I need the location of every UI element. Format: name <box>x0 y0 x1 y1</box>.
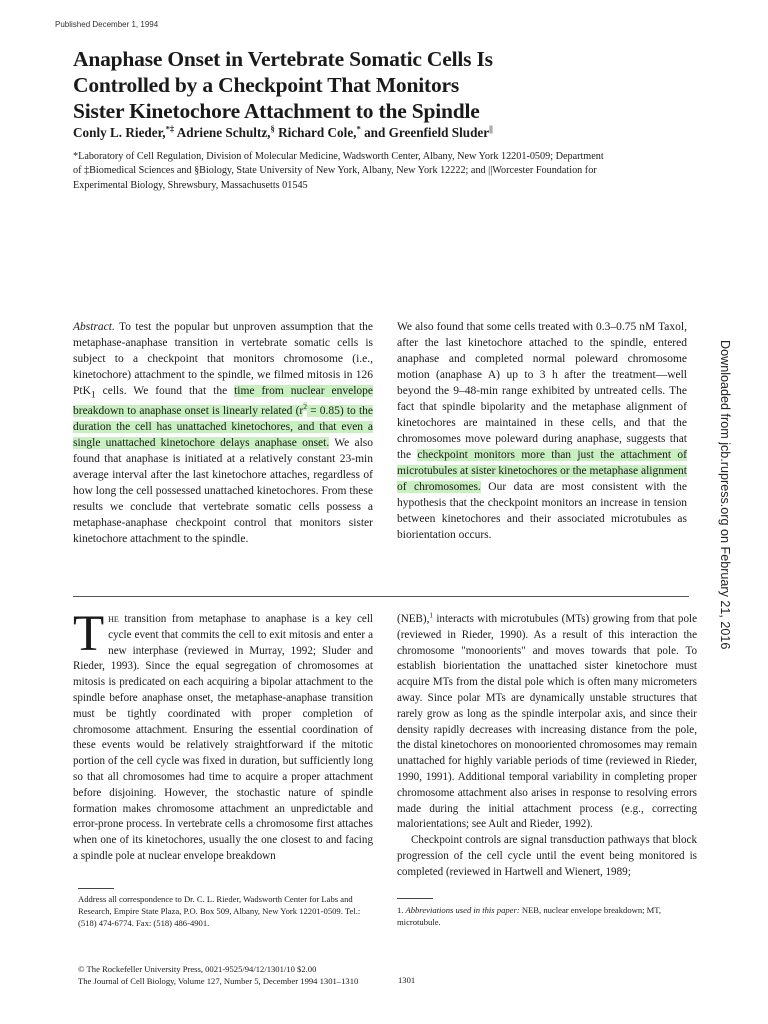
body-text: (NEB), <box>397 613 430 625</box>
author-4: and Greenfield Sluder <box>360 125 490 140</box>
footnote-italic: Abbreviations used in this paper: <box>403 905 520 915</box>
author-4-marks: || <box>489 123 493 134</box>
abstract-text: cells. We found that the <box>95 385 235 397</box>
abstract-text: To test the popular but unproven assumption that the metaphase-anaphase transition in vertebrate somatic cells is subject to a checkpoint that monitors chromosome (i.e., kinetochore) attachment to the spindle, we filmed mitosis in 126 PtK <box>73 321 373 397</box>
title-line-1: Anaphase Onset in Vertebrate Somatic Cells Is <box>73 47 493 71</box>
author-1: Conly L. Rieder, <box>73 125 166 140</box>
abstract-column-right <box>397 319 687 543</box>
body-paragraph: Checkpoint controls are signal transduction pathways that block progression of the cell cycle until the event being monitored is completed (reviewed in Hartwell and Wienert, 1989; <box>397 834 697 878</box>
author-list <box>73 125 493 141</box>
highlighted-text: time from nuclear envelope breakdown to anaphase onset is linearly related (r <box>73 385 373 418</box>
footnote-ref: 1 <box>429 611 433 620</box>
correspondence-footnote: Address all correspondence to Dr. C. L. Rieder, Wadsworth Center for Labs and Research, Empire State Plaza, P.O. Box 509, Albany, New York 12201-0509. Tel.: (518) 474-6774. Fax: (518) 486-4901. <box>78 894 361 928</box>
body-column-left <box>73 606 373 865</box>
abstract-label: Abstract. <box>73 321 115 333</box>
title-line-2: Controlled by a Checkpoint That Monitors <box>73 73 460 97</box>
footnote-rule <box>397 898 433 899</box>
r-squared-superscript: 2 <box>303 402 307 412</box>
abstract-column-left <box>73 319 373 547</box>
body-column-right <box>397 612 697 881</box>
ptk-subscript: 1 <box>90 389 96 401</box>
body-text: transition from metaphase to anaphase is a key cell cycle event that commits the cell to exit mitosis and enter a new interphase (reviewed in Murray, 1992; Sluder and Rieder, 1993). Since the equal segregation of chromosomes at mitosis is predicated on each acquiring a bipolar attachment to the spindle before anaphase onset, the metaphase-anaphase transition must be tightly coordinated with proper completion of chromosome attachment. Ensuring the essential coordination of these events would be relatively straightforward if the mitotic portion of the cell cycle was fixed in duration, but sufficiently long so that all chromosomes had time to acquire a proper attachment before disjoining. However, the stochastic nature of spindle formation makes chromosome attachment an unpredictable and error-prone process. In vertebrate cells a chromosome first attaches when one of its kinetochores, usually the one closest to and facing a spindle pole at nuclear envelope breakdown <box>73 613 373 862</box>
article-title <box>73 46 673 124</box>
body-text: interacts with microtubules (MTs) growing from that pole (reviewed in Rieder, 1990). As a result of this interaction the chromosome "monoorients" and moves towards that pole. To establish biorientation the unattached sister kinetochore must acquire MTs from the distal pole which is often many micrometers away. Since polar MTs are dynamically unstable structures that rarely grow as long as the spindle interpolar axis, and since their density rapidly decreases with increasing distance from the pole, the distal kinetochores on monooriented chromosomes may remain unattached for highly variable periods of time (reviewed in Rieder, 1990, 1991). Additional temporal variability in completing proper chromosome attachment also arises in response to resolving errors made during the initial attachment process (e.g., correcting malorientations; see Ault and Rieder, 1992). <box>397 613 697 831</box>
abstract-text: Our data are most consistent with the hypothesis that the checkpoint monitors an increase in tension between kinetochores and their associated microtubules as biorientation occurs. <box>397 481 687 541</box>
author-2: Adriene Schultz, <box>174 125 271 140</box>
section-divider <box>73 596 689 597</box>
lead-word: he <box>108 613 119 625</box>
page-number: 1301 <box>398 975 416 985</box>
affiliations <box>73 150 713 193</box>
abbreviations-footnote <box>397 904 697 928</box>
copyright-block <box>78 964 388 987</box>
affiliation-line-2: of ‡Biomedical Sciences and §Biology, State University of New York, Albany, New York 12222; and ||Worcester Foundation for <box>73 165 597 177</box>
author-2-marks: § <box>270 123 275 134</box>
footnote-number: 1. <box>397 905 404 915</box>
highlighted-text: = 0.85) to the duration the cell has unattached kinetochores, and that even a single unattached kinetochore delays anaphase onset. <box>73 405 373 450</box>
title-line-3: Sister Kinetochore Attachment to the Spindle <box>73 99 480 123</box>
affiliation-line-3: Experimental Biology, Shrewsbury, Massachusetts 01545 <box>73 179 308 191</box>
download-watermark: Downloaded from jcb.rupress.org on February 21, 2016 <box>718 340 732 650</box>
author-1-marks: *‡ <box>165 123 175 134</box>
abstract-text: We also found that some cells treated with 0.3–0.75 nM Taxol, after the last kinetochore attached to the spindle, entered anaphase and completed normal poleward chromosome motion (anaphase A) up to 3 h after the treatment—well beyond the 9–48-min range exhibited by untreated cells. The fact that spindle bipolarity and the metaphase alignment of kinetochores are maintained in these cells, and that the chromosomes move poleward during anaphase, suggests that the <box>397 321 687 461</box>
abstract-text: We also found that anaphase is initiated at a relatively constant 23-min average interval after the last kinetochore attaches, regardless of how long the cell possessed unattached kinetochores. From these results we conclude that vertebrate somatic cells possess a metaphase-anaphase checkpoint control that monitors sister kinetochore attachment to the spindle. <box>73 437 374 546</box>
copyright-line: © The Rockefeller University Press, 0021-9525/94/12/1301/10 $2.00 <box>78 964 317 974</box>
footnote-text: NEB, nuclear envelope breakdown; MT, microtubule. <box>397 905 662 927</box>
author-3-marks: * <box>356 123 361 134</box>
footnote-rule <box>78 888 114 889</box>
author-3: Richard Cole, <box>274 125 357 140</box>
journal-citation: The Journal of Cell Biology, Volume 127, Number 5, December 1994 1301–1310 <box>78 975 359 986</box>
highlighted-text: checkpoint monitors more than just the attachment of microtubules at sister kinetochores or the metaphase alignment of chromosomes. <box>397 449 687 493</box>
published-date: Published December 1, 1994 <box>55 20 159 29</box>
affiliation-line-1: *Laboratory of Cell Regulation, Division of Molecular Medicine, Wadsworth Center, Albany, New York 12201-0509; Department <box>73 151 604 162</box>
drop-cap: T <box>73 606 105 662</box>
